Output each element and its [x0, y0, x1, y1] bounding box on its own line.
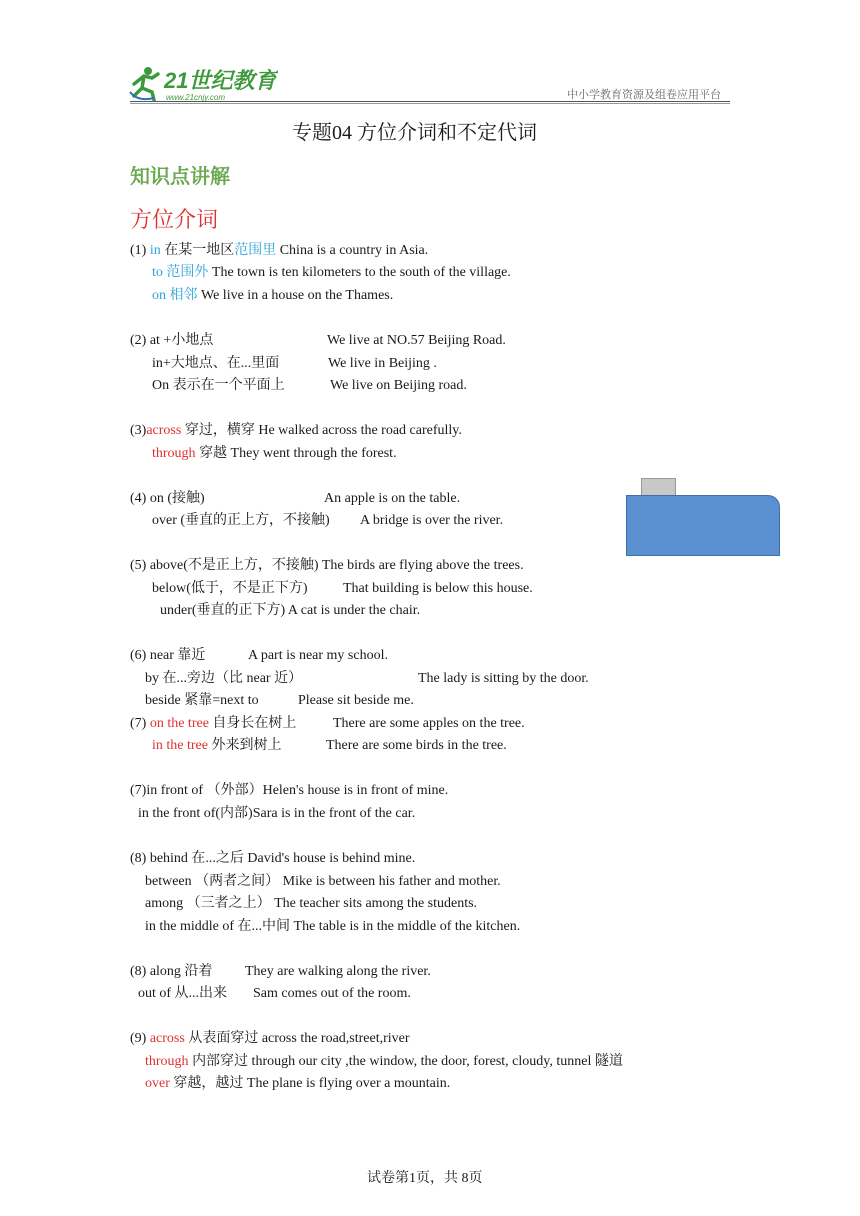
example-text: There are some birds in the tree. — [326, 738, 507, 753]
line-text: (1) — [130, 243, 150, 258]
text-line — [130, 715, 296, 733]
term-through: through — [145, 1054, 189, 1069]
example-text: An apple is on the table. — [324, 491, 461, 506]
site-logo — [128, 62, 278, 104]
logo-text: 21世纪教育 — [164, 68, 277, 93]
line-text: (2) at +小地点 — [130, 333, 214, 348]
line-text: in the front of(内部)Sara is in the front of the car. — [138, 806, 416, 821]
sub-heading: 方位介词 — [130, 208, 219, 233]
highlight-text: 范围里 — [234, 243, 277, 258]
example-text: They are walking along the river. — [245, 964, 431, 979]
page-footer: 试卷第1页，共 8页 — [367, 1171, 483, 1186]
logo-url: www.21cnjy.com — [166, 93, 225, 102]
example-text: We live in a house on the Thames. — [197, 288, 394, 303]
line-text: among （三者之上） The teacher sits among the students. — [145, 896, 478, 911]
text-line — [152, 445, 397, 463]
example-text: We live at NO.57 Beijing Road. — [327, 333, 506, 348]
example-text: China is a country in Asia. — [276, 243, 429, 258]
line-text: (7)in front of （外部）Helen's house is in front of mine. — [130, 783, 449, 798]
text-line — [130, 422, 462, 440]
text-line — [152, 264, 511, 282]
line-text: (7) — [130, 716, 150, 731]
example-text: Sam comes out of the room. — [253, 986, 411, 1001]
term-in-the-tree: in the tree — [152, 738, 208, 753]
line-text: 穿越 They went through the forest. — [195, 446, 397, 461]
text-line — [130, 332, 213, 350]
line-text: in+大地点、在...里面 — [152, 356, 280, 371]
line-text: (5) above(不是正上方，不接触) The birds are flying above the trees. — [130, 558, 524, 573]
line-text: 穿越，越过 The plane is flying over a mountain. — [169, 1076, 451, 1091]
line-text: 从表面穿过 across the road,street,river — [184, 1031, 410, 1046]
line-text: by 在...旁边（比 near 近） — [145, 671, 303, 686]
line-text: 外来到树上 — [207, 738, 282, 753]
section-heading: 知识点讲解 — [130, 164, 230, 188]
runner-icon — [130, 67, 158, 100]
term-in: in — [149, 243, 161, 258]
line-text: (4) on (接触) — [130, 491, 205, 506]
line-text: (8) behind 在...之后 David's house is behind mine. — [130, 851, 416, 866]
term-on-the-tree: on the tree — [149, 716, 209, 731]
line-text: below(低于，不是正下方) — [152, 581, 308, 596]
header-rule-thin — [130, 103, 730, 104]
platform-label: 中小学教育资源及组卷应用平台 — [567, 88, 721, 101]
line-text: over (垂直的正上方，不接触) — [152, 513, 330, 528]
term-across: across — [146, 423, 182, 438]
line-text: (3) — [130, 423, 147, 438]
line-text: out of 从...出来 — [138, 986, 228, 1001]
line-text: 自身长在树上 — [208, 716, 297, 731]
line-text: under(垂直的正下方) A cat is under the chair. — [160, 603, 421, 618]
diagram-box-shape — [626, 495, 780, 556]
example-text: That building is below this house. — [343, 581, 533, 596]
highlight-text: 范围外 — [166, 265, 209, 280]
line-text: 在某一地区 — [160, 243, 235, 258]
line-text: beside 紧靠=next to — [145, 693, 259, 708]
text-line — [130, 242, 428, 260]
text-line — [145, 1075, 450, 1093]
example-text: A part is near my school. — [248, 648, 388, 663]
example-text: Please sit beside me. — [298, 693, 414, 708]
text-line — [130, 1030, 410, 1048]
term-over: over — [145, 1076, 170, 1091]
example-text: A bridge is over the river. — [360, 513, 504, 528]
line-text: 内部穿过 through our city ,the window, the door, forest, cloudy, tunnel 隧道 — [188, 1054, 623, 1069]
example-text: The lady is sitting by the door. — [418, 671, 589, 686]
line-text: 穿过，横穿 He walked across the road carefully. — [181, 423, 462, 438]
header-rule — [130, 101, 730, 102]
term-through: through — [152, 446, 196, 461]
example-text: There are some apples on the tree. — [333, 716, 525, 731]
term-across: across — [149, 1031, 185, 1046]
line-text: (8) along 沿着 — [130, 964, 213, 979]
example-text: We live on Beijing road. — [330, 378, 467, 393]
line-text: between （两者之间） Mike is between his father and mother. — [145, 874, 501, 889]
line-text: (9) — [130, 1031, 150, 1046]
text-line — [152, 737, 281, 755]
text-line — [152, 287, 393, 305]
example-text: We live in Beijing . — [328, 356, 437, 371]
document-title: 专题04 方位介词和不定代词 — [292, 122, 537, 144]
line-text: in the middle of 在...中间 The table is in the middle of the kitchen. — [145, 919, 521, 934]
term-to: to — [152, 265, 163, 280]
line-text: On 表示在一个平面上 — [152, 378, 285, 393]
example-text: The town is ten kilometers to the south of the village. — [208, 265, 511, 280]
term-on: on 相邻 — [152, 288, 198, 303]
line-text: (6) near 靠近 — [130, 648, 206, 663]
text-line — [145, 1053, 623, 1071]
